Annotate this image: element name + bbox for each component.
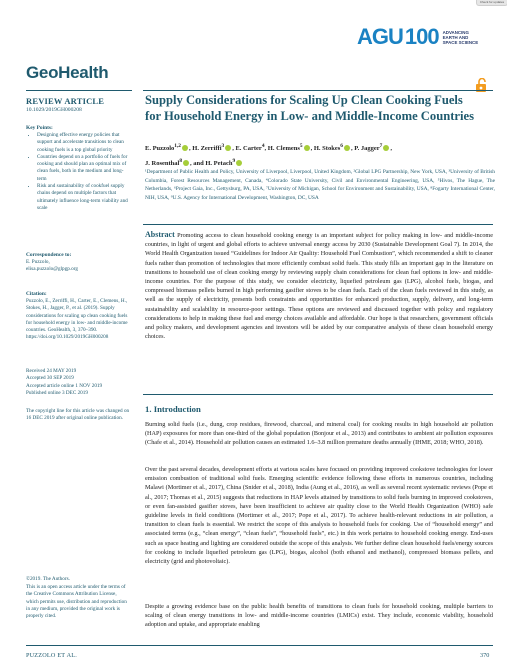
affiliations: ¹Department of Public Health and Policy, University of Liverpool, Liverpool, United Kingdom, ²Global LPG Partnership, New York, USA, ³University of British Columbia, Forest Resources Management, Canada, ⁴Colorado State University, Civil and Environmental Engineering, USA, ⁵Hivos, The Hague, The Netherlands, ⁶Project Gaia, Inc., Gettysburg, PA, USA, ⁷University of Michigan, School for Environment and Sustainability, USA, ⁸Fogarty International Center, NIH, USA, ⁹U.S. Agency for International Development, Washington, DC, USA: [145, 169, 495, 202]
body-paragraph: Burning solid fuels (i.e., dung, crop residues, firewood, charcoal, and mineral coal) for cooking results in high household air pollution (HAP) exposures for more than one-third of the global population (Bonjour et al., 2013) and contributes to ambient air pollution exposures (Chafe et al., 2014). Household air pollution causes an estimated 1.6–3.8 million premature deaths annually (IHME, 2018; WHO, 2018).: [145, 421, 493, 447]
article-title: Supply Considerations for Scaling Up Clean Cooking Fuels for Household Energy in Low- and Middle-Income Countries: [145, 93, 474, 123]
abstract-label: Abstract: [145, 230, 175, 239]
running-head: PUZZOLO ET AL.: [26, 652, 77, 659]
orcid-icon[interactable]: [304, 145, 310, 151]
article-type: REVIEW ARTICLE: [26, 96, 105, 106]
check-for-updates-badge[interactable]: Check for updates: [476, 0, 507, 6]
agu-logo: [357, 25, 478, 49]
body-paragraph: Despite a growing evidence base on the public health benefits of transitions to clean fuels for household cooking, multiple barriers to scaling of clean energy transitions in low- and middle-income countries (LMICs) exist. They include, economic viability, household adoption and uptake, and appropriate enabling: [145, 603, 493, 629]
section-heading: 1. Introduction: [145, 404, 201, 414]
correspondence-heading: Correspondence to:: [26, 252, 72, 258]
section-rule: [143, 394, 493, 395]
sidebar-rule: [26, 90, 132, 91]
orcid-icon[interactable]: [225, 145, 231, 151]
key-points-list: [26, 132, 130, 212]
date-accepted: Accepted 30 SEP 2019: [26, 375, 74, 382]
abstract-text: Promoting access to clean household cooking energy is an important subject for policy making in low- and middle-income countries, in light of urgent and global efforts to achieve universal energy access by 2030 (Sustainable Development Goal 7). In 2014, the World Health Organization issued “Guidelines for Indoor Air Quality: Household Fuel Combustion”, which recommended a shift to cleaner fuels rather than promotion of technologies that more efficiently combust solid fuels. This study fills an important gap in the literature on transitions to household use of clean cooking energy by reviewing supply chain considerations for clean fuel options in low- and middle-income countries. For the purpose of this study, we consider electricity, liquefied petroleum gas (LPG), alcohol fuels, biogas, and compressed biomass pellets burned in high performing gasifier stoves to be clean fuels. Each of the clean fuels reviewed in this study, as well as the supply of electricity, presents both constraints and opportunities for enhanced production, supply, delivery, and long-term sustainability and scalability in resource-poor settings. These options are reviewed and discussed together with policy and regulatory considerations to help in making these fuel and energy choices available and affordable. Our hope is that researchers, government officials and policy makers, and development agencies and investors will be aided by our comparative analysis of these clean household energy choices.: [145, 232, 493, 341]
license-text[interactable]: This is an open access article under the terms of the Creative Commons Attribution License, which permits use, distribution and reproduction in any medium, provided the original work is properly cited.: [26, 584, 127, 620]
journal-name: GeoHealth: [26, 63, 109, 82]
body-paragraph: Over the past several decades, development efforts at various scales have focused on providing improved cookstove technologies for lower emission combustion of traditional solid fuels. Emerging scientific evidence following these efforts in numerous countries, including Malawi (Mortimer et al., 2017), China (Snider et al., 2018), India (Aung et al., 2016), as well as several recent systematic reviews (Pope et al., 2017; Thomas et al., 2015) suggests that reductions in HAP levels attained by transitions to solid fuels burning in improved cookstoves, or even fan-assisted gasifier stoves, have been insufficient to achieve air quality close to the World Health Organization (WHO) safe guideline levels in field conditions (Mortimer et al., 2017; Pope et al., 2017). To achieve health-relevant reductions in air pollution, a transition to clean fuels is essential. We restrict the scope of this analysis to household fuels for cooking. Use of “household energy” and associated terms (e.g., “clean energy”, “clean fuels”, “household fuels”, etc.) in this work pertains to household cooking energy. End-uses such as space heating and lighting are considered outside the scope of this analysis. We further define clean household fuels/energy sources for cooking to include liquefied petroleum gas (LPG), biogas, alcohol (both ethanol and methanol), compressed biomass pellets, and electricity (grid and photovoltaic).: [145, 466, 493, 566]
copyright-note: The copyright line for this article was changed on 16 DEC 2019 after original online publication.: [26, 408, 130, 422]
license-year: ©2019. The Authors.: [26, 576, 70, 582]
agu-logo-number: 100: [404, 24, 439, 49]
key-point: • Designing effective energy policies that support and accelerate transitions to clean cooking fuels is a top global priority: [37, 132, 130, 154]
citation-text: Puzzolo, E., Zerriffi, H., Carter, E., Clemens, H., Stokes, H., Jagger, P., et al. (2019). Supply considerations for scaling up clean cooking fuels for household energy in low- and middle-income countries. GeoHealth, 3, 370–390. https://doi.org/10.1029/2019GH000208: [26, 298, 128, 341]
date-published: Published online 3 DEC 2019: [26, 389, 88, 396]
author-list: E. Puzzolo$^{1,2}$ , H. Zerriffi$^3$ , E. Carter$^4$, H. Clemens$^5$ , H. Stokes$^6$ , P. Jagger$^7$ , J. Rosenthal$^8$ , and H. Petach$^9$: [145, 143, 392, 168]
correspondence: [26, 259, 130, 274]
date-accepted-online: Accepted article online 1 NOV 2019: [26, 382, 103, 389]
title-rule: [143, 90, 493, 91]
agu-tagline: ADVANCING EARTH AND SPACE SCIENCE: [442, 29, 479, 45]
orcid-icon[interactable]: [183, 160, 189, 166]
footer-rule: [26, 645, 493, 646]
article-dates: [26, 368, 130, 397]
abstract-rule: [143, 224, 493, 225]
doi[interactable]: 10.1029/2019GH000208: [26, 107, 82, 113]
correspondence-email[interactable]: elisa.puzzolo@glpgp.org: [26, 266, 78, 273]
correspondence-name: E. Puzzolo,: [26, 259, 50, 265]
key-point: • Risk and sustainability of cookfuel supply chains depend on multiple factors that ultimately influence long-term viability and scale: [37, 183, 130, 212]
key-points-heading: Key Points:: [26, 125, 53, 131]
abstract: [145, 230, 493, 341]
orcid-icon[interactable]: [383, 145, 389, 151]
key-point: • Countries depend on a portfolio of fuels for cooking and should plan an optimal mix of clean fuels, both in the medium and long-term: [37, 154, 130, 183]
orcid-icon[interactable]: [344, 145, 350, 151]
page-number: 370: [480, 652, 490, 659]
agu-logo-text: AGU: [357, 24, 403, 49]
citation-heading: Citation:: [26, 291, 47, 297]
date-received: Received 24 MAY 2019: [26, 368, 77, 374]
orcid-icon[interactable]: [236, 160, 242, 166]
orcid-icon[interactable]: [182, 145, 188, 151]
